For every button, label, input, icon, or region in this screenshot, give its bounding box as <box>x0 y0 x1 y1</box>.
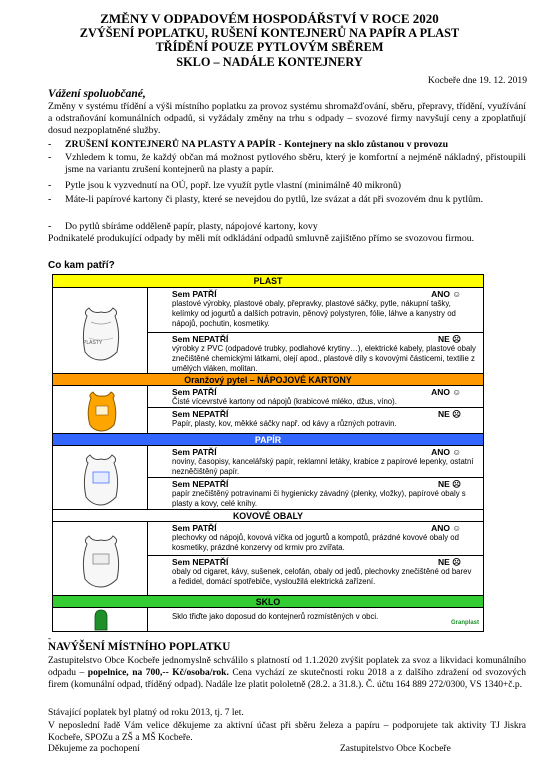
band-plast: PLAST <box>53 275 483 287</box>
kovy-no-tag: NE ☹ <box>437 557 461 567</box>
plast-yes-text: plastové výrobky, plastové obaly, přepravky, plastové sáčky, pytle, nákupní tašky, kelímky od jogurtů a dalších potravin, pěnový polystyren, fólie, láhve a kanystry od nápojů, pochutin, kosmetiky. <box>172 299 456 328</box>
kartony-bag-cell <box>53 385 148 433</box>
section-dash: - <box>48 633 51 643</box>
fee-text-a: Zastupitelstvo Obce Kocbeře jednomyslně schválilo s platností od 1.1.2020 zvýšit poplatek za svoz a likvidaci komunálního odpadu – <box>48 656 526 678</box>
papir-yes-title: Sem PATŘÍ <box>172 447 217 457</box>
date-line: Kocbeře dne 19. 12. 2019 <box>427 75 527 86</box>
bullet-dash-1: - <box>48 139 52 150</box>
plast-yes-tag: ANO ☺ <box>431 289 461 299</box>
bullet-3: Pytle jsou k vyzvednutí na OÚ, popř. lze využít pytle vlastní (minimálně 40 mikronů) <box>65 180 402 191</box>
fee-text-bold: popelnice, na 700,-- Kč/osoba/rok. <box>87 668 229 678</box>
band-papir: PAPÍR <box>53 433 483 445</box>
fee-heading: NAVÝŠENÍ MÍSTNÍHO POPLATKU <box>48 641 231 653</box>
fee-thanks-paragraph: V neposlední řadě Vám velice děkujeme za aktivní účast při sběru železa a papíru – podporujete tak aktivity TJ Jiskra Kocbeře, SPOZu a ZŠ a MŠ Kocbeře. <box>48 721 526 743</box>
bullet-2: Vzhledem k tomu, že každý občan má možnost pytlového sběru, který je komfortní a nejméně nákladný, přistoupili jsme na variantu zrušení kontejnerů na plasty a papír. <box>65 152 526 176</box>
plast-bag-icon <box>79 302 123 362</box>
papir-no-cell <box>148 477 483 509</box>
bullet-1: ZRUŠENÍ KONTEJNERŮ NA PLASTY A PAPÍR - Kontejnery na sklo zůstanou v provozu <box>65 139 449 150</box>
kovy-yes-cell <box>148 521 483 555</box>
papir-yes-cell <box>148 445 483 477</box>
closing-thanks: Děkujeme za pochopení <box>48 744 140 754</box>
bullet-dash-4: - <box>48 194 52 205</box>
papir-no-text: papír znečištěný potravinami či hygienicky závadný (plenky, vložky), papírové obaly s plasty a kovy, celé knihy. <box>172 489 466 508</box>
bullet-4: Máte-li papírové kartony či plasty, které se nevejdou do pytlů, lze svázat a dát při svozovém dnu k pytlům. <box>65 194 484 205</box>
plast-no-title: Sem NEPATŘÍ <box>172 334 229 344</box>
plast-bag-cell <box>53 287 148 373</box>
salutation: Vážení spoluobčané, <box>48 88 146 100</box>
plast-no-text: výrobky z PVC (odpadové trubky, podlahové krytiny…), elektrické kabely, plastové obaly znečištěné chemickými látkami, olejí apod., plastové díly s kovovými částicemi, textilie z umělých vláken, molitan. <box>172 344 476 373</box>
band-sklo: SKLO <box>53 595 483 607</box>
bullet-dash-5: - <box>48 221 52 232</box>
fee-paragraph <box>48 655 526 691</box>
kovy-no-title: Sem NEPATŘÍ <box>172 557 229 567</box>
granplast-logo: Granplast <box>450 620 479 626</box>
subheading-3: SKLO – NADÁLE KONTEJNERY <box>176 55 363 69</box>
kovy-yes-title: Sem PATŘÍ <box>172 523 217 533</box>
plast-bag-label: PLASTY <box>83 340 103 346</box>
sklo-text: Sklo třiďte jako doposud do kontejnerů rozmístěných v obci. <box>172 612 379 621</box>
plast-no-tag: NE ☹ <box>437 334 461 344</box>
subheading-2: TŘÍDĚNÍ POUZE PYTLOVÝM SBĚREM <box>155 40 384 54</box>
kovy-yes-tag: ANO ☺ <box>431 523 461 533</box>
kartony-no-tag: NE ☹ <box>437 409 461 419</box>
fee-previous: Stávající poplatek byl platný od roku 2013, tj. 7 let. <box>48 708 244 718</box>
glass-bin-icon <box>93 609 109 631</box>
kovy-bag-cell <box>53 521 148 595</box>
sklo-bin-cell <box>53 607 148 631</box>
papir-no-tag: NE ☹ <box>437 479 461 489</box>
kovy-no-text: obaly od cigaret, kávy, sušenek, celofán, obaly od jedů, plechovky znečištěné od barev a ředidel, domácí spotřebiče, vysloužilá elektrická zařízení. <box>172 567 472 586</box>
fee-text-b: Cena vychází ze skutečnosti roku 2018 a z dalšího zdražení od svozových firem (komunální odpad, tříděný odpad). Nadále lze platit pololetně (28.2. a 31.8.). Č. účtu 164 889 272/0300, VS 1340+č.p. <box>48 668 526 690</box>
papir-yes-text: noviny, časopisy, kancelářský papír, reklamní letáky, krabice z papírové lepenky, ostatní nezněčištěný papír. <box>172 457 474 476</box>
kovy-yes-text: plechovky od nápojů, kovová víčka od jogurtů a kompotů, prázdné kovové obaly od kosmetiky, prázdné konzervy od krmiv pro zvířata. <box>172 533 459 552</box>
waste-sorting-table <box>52 274 484 632</box>
kartony-yes-tag: ANO ☺ <box>431 387 461 397</box>
business-note: Podnikatelé produkující odpady by měli mít odkládání odpadů smluvně zajištěno přímo se svozovou firmou. <box>48 233 475 244</box>
kartony-bag-icon <box>85 388 119 432</box>
subheading-1: ZVÝŠENÍ POPLATKU, RUŠENÍ KONTEJNERŮ NA PAPÍR A PLAST <box>79 26 460 40</box>
kartony-no-text: Papír, plasty, kov, měkké sáčky např. od kávy a různých potravin. <box>172 419 397 428</box>
bullet-5: Do pytlů sbíráme odděleně papír, plasty, nápojové kartony, kovy <box>65 221 318 232</box>
plast-yes-cell <box>148 287 483 332</box>
papir-bag-icon <box>81 450 121 506</box>
kovy-bag-icon <box>80 530 122 588</box>
question-heading: Co kam patří? <box>48 260 115 271</box>
band-kovy: KOVOVÉ OBALY <box>53 509 483 521</box>
kartony-yes-title: Sem PATŘÍ <box>172 387 217 397</box>
papir-bag-cell <box>53 445 148 509</box>
kartony-no-cell <box>148 407 483 433</box>
main-heading: ZMĚNY V ODPADOVÉM HOSPODÁŘSTVÍ V ROCE 2020 <box>100 11 439 26</box>
band-kartony: Oranžový pytel – NÁPOJOVÉ KARTONY <box>53 373 483 385</box>
plast-yes-title: Sem PATŘÍ <box>172 289 217 299</box>
plast-no-cell <box>148 332 483 373</box>
bullet-dash-2: - <box>48 152 52 163</box>
sklo-cell <box>148 607 483 631</box>
kovy-no-cell <box>148 555 483 595</box>
papir-no-title: Sem NEPATŘÍ <box>172 479 229 489</box>
kartony-yes-cell <box>148 385 483 407</box>
bullet-dash-3: - <box>48 180 52 191</box>
kartony-no-title: Sem NEPATŘÍ <box>172 409 229 419</box>
signature: Zastupitelstvo Obce Kocbeře <box>340 744 451 754</box>
papir-yes-tag: ANO ☺ <box>431 447 461 457</box>
kartony-yes-text: Čisté vícevrstvé kartony od nápojů (krabicové mléko, džus, víno). <box>172 397 397 406</box>
intro-paragraph: Změny v systému třídění a výši místního poplatku za provoz systému shromažďování, sběru, přepravy, třídění, využívání a odstraňování komunálních odpadů, si vyžádaly změny na trhu s odpady – svozové firmy navyšují ceny a zpoplatňují dosud nezpoplatněné služby. <box>48 101 526 137</box>
